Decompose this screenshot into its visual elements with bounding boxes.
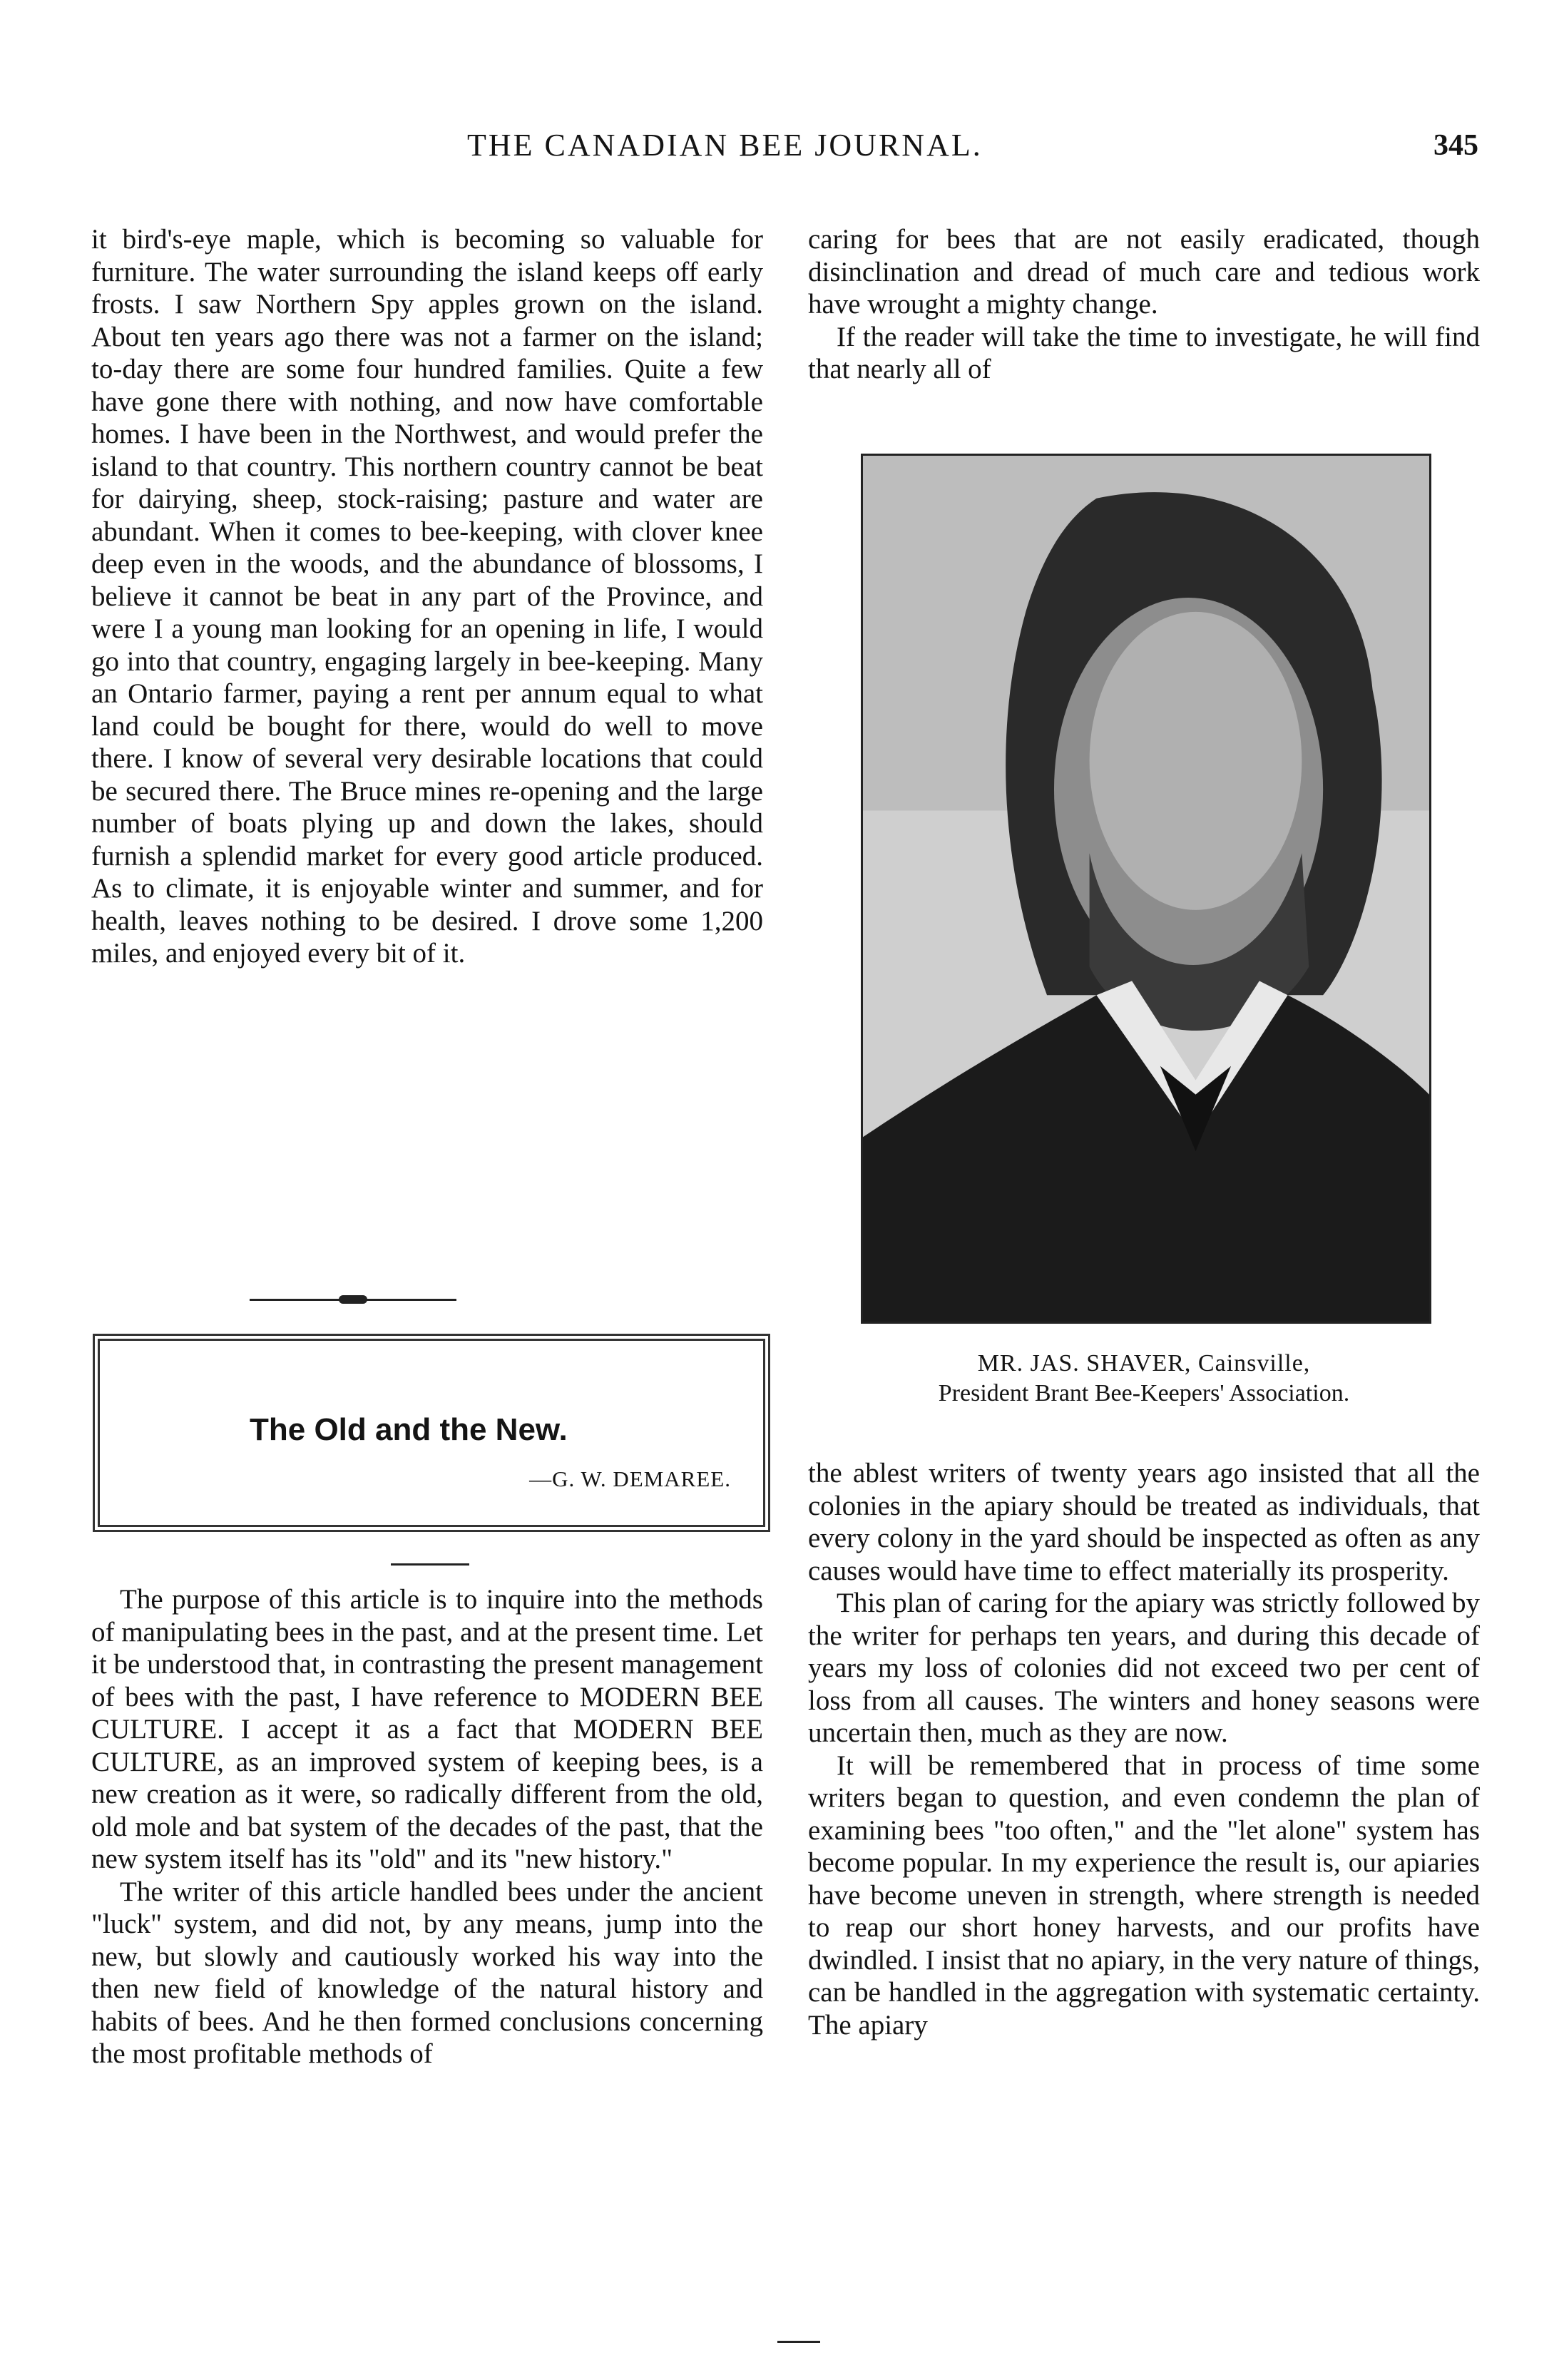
left-column-continuation [91,223,763,970]
journal-title: THE CANADIAN BEE JOURNAL. [467,128,983,163]
right-column-top [808,223,1480,386]
bottom-divider [777,2341,820,2343]
divider-ornament [339,1295,367,1304]
portrait-caption [808,1350,1480,1407]
page-number: 345 [1433,129,1478,162]
right-paragraph: It will be remembered that in process of time some writers began to question, and even condemn the plan of examining bees "too often," and the "let alone" system has become popular. In my experience the result is, our apiaries have become uneven in strength, where strength is needed to reap our short honey harvests, and our profits have dwindled. I insist that no apiary, in the very nature of things, can be handled in the aggregation with systematic certainty. The apiary [808,1750,1480,2041]
portrait-photo [861,454,1431,1324]
running-header [0,127,1564,184]
caption-name: MR. JAS. SHAVER, Cainsville, [977,1350,1311,1377]
short-divider [391,1563,469,1566]
continuation-paragraph: it bird's-eye maple, which is becoming so valuable for furniture. The water surrounding the island keeps off early frosts. I saw Northern Spy apples grown on the island. About ten years ago there was not a farmer on the island; to-day there are some four hundred families. Quite a few have gone there with nothing, and now have comfortable homes. I have been in the Northwest, and would prefer the island to that country. This northern country cannot be beat for dairying, sheep, stock-raising; pasture and water are abundant. When it comes to bee-keeping, with clover knee deep even in the woods, and the abundance of blossoms, I believe it cannot be beat in any part of the Province, and were I a young man looking for an opening in life, I would go into that country, engaging largely in bee-keeping. Many an Ontario farmer, paying a rent per annum equal to what land could be bought for there, would do well to move there. I know of several very desirable locations that could be secured there. The Bruce mines re-opening and the large number of boats plying up and down the lakes, should furnish a splendid market for every good article produced. As to climate, it is enjoyable winter and summer, and for health, leaves nothing to be desired. I drove some 1,200 miles, and enjoyed every bit of it. [91,224,763,969]
article-paragraph: The writer of this article handled bees under the ancient "luck" system, and did not, by any means, jump into the new, but slowly and cautiously worked his way into the then new field of knowledge of the natural history and habits of bees. And he then formed conclusions concerning the most profitable methods of [91,1876,763,2069]
caption-role: President Brant Bee-Keepers' Association. [938,1380,1350,1406]
right-paragraph: caring for bees that are not easily eradicated, though disinclination and dread of much care and tedious work have wrought a mighty change. [808,224,1480,320]
portrait-illustration [863,456,1429,1322]
right-paragraph: If the reader will take the time to investigate, he will find that nearly all of [808,321,1480,384]
left-column-article [91,1583,763,2070]
article-title-box [93,1334,770,1532]
article-byline: —G. W. DEMAREE. [529,1466,731,1491]
ornamental-divider [250,1299,456,1305]
article-heading: The Old and the New. [250,1412,568,1447]
right-column-bottom [808,1457,1480,2041]
right-paragraph: This plan of caring for the apiary was strictly followed by the writer for perhaps ten years, and during this decade of years my loss of colonies did not exceed two per cent of loss from all causes. The winters and honey seasons were uncertain then, much as they are now. [808,1588,1480,1748]
right-paragraph: the ablest writers of twenty years ago insisted that all the colonies in the apiary should be treated as individuals, that every colony in the yard should be inspected as often as any causes would have time to effect materially its prosperity. [808,1458,1480,1586]
article-paragraph: The purpose of this article is to inquire into the methods of manipulating bees in the past, and at the present time. Let it be understood that, in contrasting the present management of bees with the past, I have reference to MODERN BEE CULTURE. I accept it as a fact that MODERN BEE CULTURE, as an improved system of keeping bees, is a new creation as it were, so radically different from the old, old mole and bat system of the decades of the past, that the new system itself has its "old" and its "new history." [91,1584,763,1874]
